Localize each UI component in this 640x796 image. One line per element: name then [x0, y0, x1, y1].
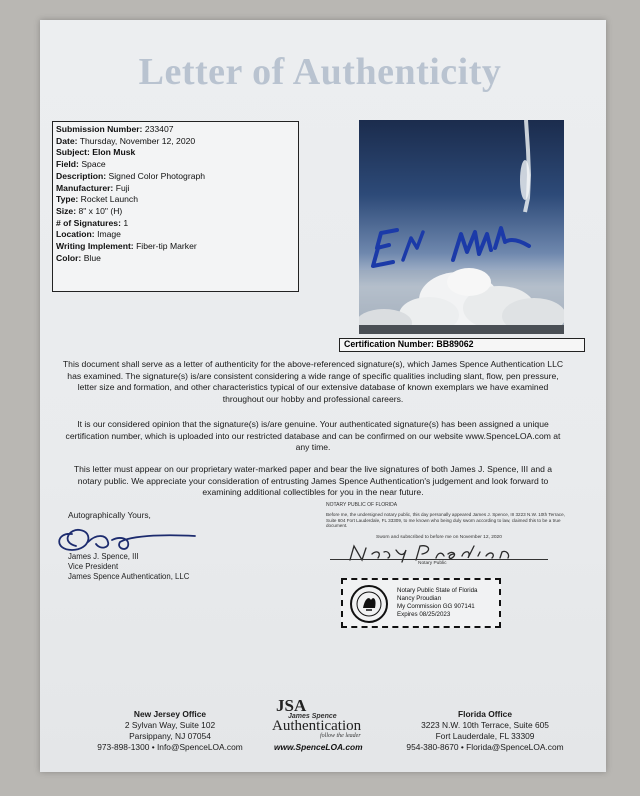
detail-row: Submission Number: 233407	[56, 124, 174, 134]
new-jersey-office: New Jersey Office 2 Sylvan Way, Suite 102 Parsippany, NJ 07054 973-898-1300 • Info@SpenceLOA.com	[80, 709, 260, 753]
notary-body: Before me, the undersigned notary public, this day personally appeared James J. Spence, III 3223 N.W. 10th Terrace, Suite 604 Fort Lauderdale, FL 33309, to me known who being duly sworn according to law, claimed this to be a true document.	[326, 511, 565, 529]
detail-row: Color: Blue	[56, 252, 101, 263]
certification-number: Certification Number: BB89062	[339, 338, 585, 352]
detail-row: Field: Space	[56, 159, 106, 170]
detail-row: # of Signatures: 1	[56, 217, 129, 228]
authenticity-paragraph: This document shall serve as a letter of authenticity for the above-referenced signature(s), which James Spence Authentication LLC has examined. The signature(s) is/are consistent considering a wide range of specific qualities including slant, flow, pen pressure, letter size and formation, and other characteristics typical of our extensive database of known exemplars we have examined throughout our hobby and professional careers.	[62, 359, 564, 404]
jsa-logo: JSA James Spence Authentication follow the leader www.SpenceLOA.com	[272, 696, 363, 752]
detail-row: Date: Thursday, November 12, 2020	[56, 135, 196, 146]
detail-row: Writing Implement: Fiber-tip Marker	[56, 241, 197, 252]
detail-row: Manufacturer: Fuji	[56, 182, 130, 193]
detail-row: Location: Image	[56, 229, 121, 240]
notary-statement	[326, 503, 566, 529]
website-link: www.SpenceLOA.com	[274, 742, 363, 752]
signer-company: James Spence Authentication, LLC	[68, 572, 190, 582]
stamp-text: Notary Public State of Florida Nancy Proudian My Commission GG 907141 Expires 08/25/2023	[397, 587, 478, 618]
notary-stamp	[341, 578, 501, 628]
signer-block	[68, 552, 189, 583]
signed-photo	[359, 120, 564, 334]
sworn-line: Sworn and subscribed to before me on November 12, 2020	[376, 535, 502, 540]
page-title: Letter of Authenticity	[138, 51, 502, 93]
detail-row: Size: 8" x 10" (H)	[56, 205, 123, 216]
office-heading: New Jersey Office	[133, 709, 207, 719]
detail-row: Type: Rocket Launch	[56, 194, 138, 205]
detail-row: Description: Signed Color Photograph	[56, 170, 206, 181]
florida-office: Florida Office 3223 N.W. 10th Terrace, Suite 605 Fort Lauderdale, FL 33309 954-380-8670 • Florida@SpenceLOA.com	[390, 709, 580, 753]
notary-public-label: Notary Public	[418, 561, 447, 566]
spence-signature	[50, 512, 200, 556]
office-heading: Florida Office	[458, 709, 512, 719]
detail-row: Subject: Elon Musk	[56, 147, 136, 158]
notary-heading: NOTARY PUBLIC OF FLORIDA	[326, 502, 398, 508]
watermark-paragraph: This letter must appear on our proprietary water-marked paper and bear the live signatures of both James J. Spence, III and a notary public. We appreciate your consideration of entrusting James Spence Authentication's judgement and look forward to examining additional collectibles for you in the near future.	[73, 464, 553, 498]
signer-role: Vice President	[68, 562, 119, 572]
closing-text: Autographically Yours,	[68, 510, 151, 520]
opinion-paragraph: It is our considered opinion that the signature(s) is/are genuine. Your authenticated signature(s) has been assigned a unique certification number, which is uploaded into our restricted database and can be confirmed on our website www.SpenceLOA.com at any time.	[65, 419, 561, 453]
signer-name: James J. Spence, III	[68, 552, 139, 561]
florida-seal-icon	[349, 584, 389, 624]
details-box	[52, 121, 299, 292]
notary-signature-line	[330, 559, 548, 560]
